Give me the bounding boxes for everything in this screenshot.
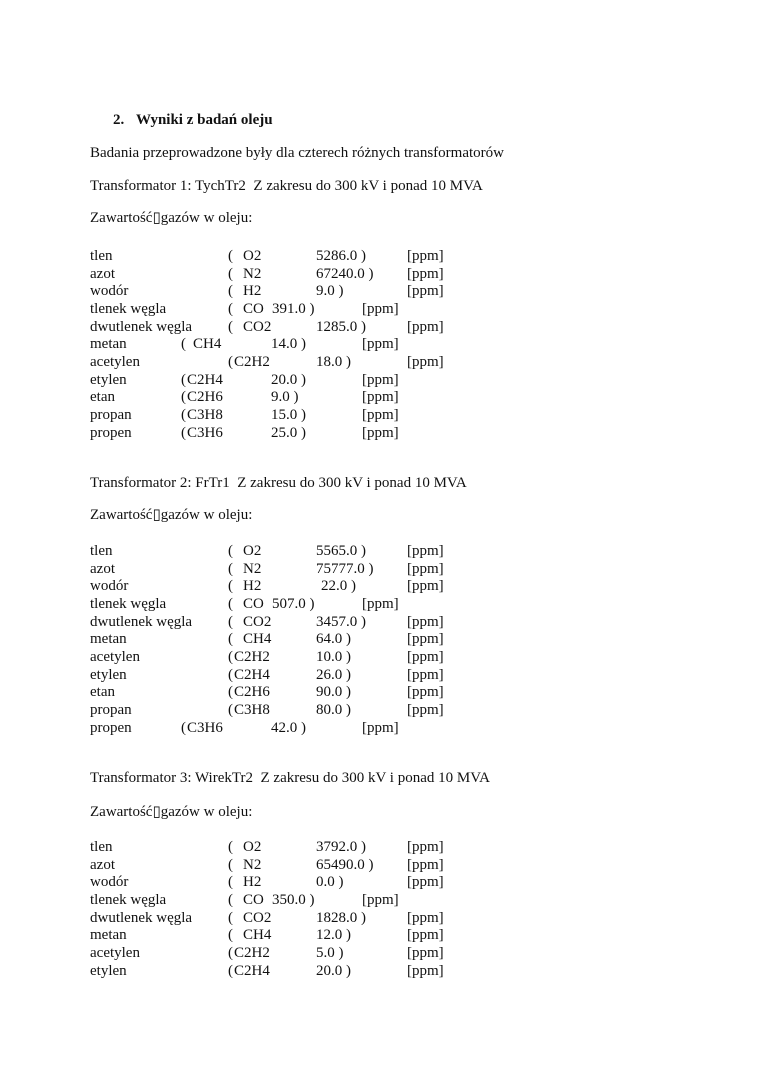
gas-formula: N2 [243, 265, 262, 282]
gas-name: metan [90, 336, 127, 353]
open-paren: ( [228, 962, 233, 979]
gas-unit: [ppm] [362, 424, 399, 441]
gas-value: 5565.0 ) [316, 543, 366, 559]
gas-unit: [ppm] [407, 701, 444, 718]
gas-unit: [ppm] [362, 389, 399, 406]
gas-unit: [ppm] [362, 595, 399, 612]
gas-name: tlen [90, 248, 113, 264]
gas-unit: [ppm] [407, 265, 444, 282]
gas-name: tlenek węgla [90, 891, 167, 908]
open-paren: ( [228, 684, 233, 701]
open-paren: ( [228, 578, 233, 595]
gas-value: 75777.0 ) [316, 560, 374, 577]
gas-value: 1285.0 ) [316, 318, 366, 335]
gas-name: tlen [90, 543, 113, 559]
gas-value: 22.0 ) [321, 578, 356, 595]
open-paren: ( [228, 300, 233, 317]
gas-name: propen [90, 719, 132, 736]
gas-unit: [ppm] [407, 648, 444, 665]
gas-name: tlen [90, 839, 113, 855]
open-paren: ( [228, 944, 233, 961]
open-paren: ( [228, 318, 233, 335]
gas-formula: O2 [243, 839, 262, 855]
gas-formula: O2 [243, 248, 262, 264]
transformer-3-subtitle: Zawartość▯gazów w oleju: [90, 804, 253, 820]
gas-name: propan [90, 701, 132, 718]
gas-formula: CO [243, 891, 264, 908]
gas-unit: [ppm] [407, 353, 444, 370]
gas-name: acetylen [90, 353, 140, 370]
gas-name: metan [90, 927, 127, 944]
gas-formula: C3H6 [187, 424, 223, 441]
gas-formula: CH4 [243, 927, 272, 944]
gas-value: 90.0 ) [316, 684, 351, 701]
open-paren: ( [228, 595, 233, 612]
gas-unit: [ppm] [362, 891, 399, 908]
gas-name: azot [90, 856, 115, 873]
open-paren: ( [228, 666, 233, 683]
section-number: 2. [113, 112, 125, 128]
gas-value: 42.0 ) [271, 719, 306, 736]
open-paren: ( [228, 701, 233, 718]
gas-formula: CO [243, 595, 264, 612]
gas-unit: [ppm] [407, 283, 444, 300]
gas-value: 15.0 ) [271, 406, 306, 423]
open-paren: ( [181, 371, 186, 388]
gas-value: 3457.0 ) [316, 613, 366, 630]
gas-value: 3792.0 ) [316, 839, 366, 855]
gas-formula: C2H4 [187, 371, 223, 388]
gas-value: 5286.0 ) [316, 248, 366, 264]
gas-value: 26.0 ) [316, 666, 351, 683]
gas-value: 9.0 ) [316, 283, 344, 300]
gas-name: propen [90, 424, 132, 441]
gas-value: 12.0 ) [316, 927, 351, 944]
transformer-1-title: Transformator 1: TychTr2 Z zakresu do 300 kV i ponad 10 MVA [90, 178, 483, 194]
gas-value: 64.0 ) [316, 631, 351, 648]
gas-value: 80.0 ) [316, 701, 351, 718]
gas-name: tlenek węgla [90, 595, 167, 612]
gas-formula: N2 [243, 560, 262, 577]
gas-name: wodór [90, 578, 129, 595]
open-paren: ( [228, 631, 233, 648]
gas-name: tlenek węgla [90, 300, 167, 317]
gas-unit: [ppm] [362, 300, 399, 317]
gas-name: etylen [90, 962, 127, 979]
transformer-2-subtitle: Zawartość▯gazów w oleju: [90, 507, 253, 523]
gas-unit: [ppm] [362, 406, 399, 423]
open-paren: ( [228, 248, 233, 264]
open-paren: ( [228, 543, 233, 559]
gas-value: 10.0 ) [316, 648, 351, 665]
open-paren: ( [228, 874, 233, 891]
gas-formula: C2H4 [234, 666, 270, 683]
gas-name: etylen [90, 666, 127, 683]
gas-value: 65490.0 ) [316, 856, 374, 873]
gas-unit: [ppm] [407, 560, 444, 577]
gas-formula: CH4 [243, 631, 272, 648]
gas-formula: H2 [243, 283, 262, 300]
gas-name: metan [90, 631, 127, 648]
gas-formula: CO [243, 300, 264, 317]
gas-name: dwutlenek węgla [90, 909, 193, 926]
open-paren: ( [181, 389, 186, 406]
gas-unit: [ppm] [407, 944, 444, 961]
transformer-2-title: Transformator 2: FrTr1 Z zakresu do 300 kV i ponad 10 MVA [90, 475, 467, 491]
gas-formula: N2 [243, 856, 262, 873]
open-paren: ( [181, 406, 186, 423]
gas-value: 5.0 ) [316, 944, 344, 961]
gas-value: 1828.0 ) [316, 909, 366, 926]
gas-name: etan [90, 684, 115, 701]
transformer-1-subtitle: Zawartość▯gazów w oleju: [90, 210, 253, 226]
gas-formula: C2H4 [234, 962, 270, 979]
gas-unit: [ppm] [407, 874, 444, 891]
gas-name: etylen [90, 371, 127, 388]
gas-unit: [ppm] [407, 684, 444, 701]
open-paren: ( [228, 560, 233, 577]
gas-formula: O2 [243, 543, 262, 559]
gas-formula: C2H6 [234, 684, 270, 701]
gas-formula: CO2 [243, 318, 272, 335]
gas-value: 391.0 ) [272, 300, 315, 317]
gas-value: 67240.0 ) [316, 265, 374, 282]
gas-name: azot [90, 560, 115, 577]
gas-formula: C3H6 [187, 719, 223, 736]
gas-value: 507.0 ) [272, 595, 315, 612]
open-paren: ( [228, 265, 233, 282]
gas-value: 18.0 ) [316, 353, 351, 370]
gas-unit: [ppm] [362, 719, 399, 736]
gas-formula: H2 [243, 874, 262, 891]
gas-unit: [ppm] [407, 248, 444, 264]
gas-unit: [ppm] [407, 962, 444, 979]
transformer-3-title: Transformator 3: WirekTr2 Z zakresu do 300 kV i ponad 10 MVA [90, 770, 490, 786]
gas-value: 20.0 ) [316, 962, 351, 979]
gas-unit: [ppm] [407, 578, 444, 595]
open-paren: ( [228, 909, 233, 926]
gas-formula: H2 [243, 578, 262, 595]
gas-name: acetylen [90, 648, 140, 665]
gas-formula: CO2 [243, 613, 272, 630]
gas-value: 20.0 ) [271, 371, 306, 388]
intro-text: Badania przeprowadzone były dla czterech różnych transformatorów [90, 145, 504, 161]
gas-unit: [ppm] [407, 318, 444, 335]
gas-unit: [ppm] [407, 839, 444, 855]
gas-name: wodór [90, 283, 129, 300]
gas-name: dwutlenek węgla [90, 613, 193, 630]
gas-unit: [ppm] [407, 543, 444, 559]
open-paren: ( [228, 891, 233, 908]
gas-formula: C3H8 [234, 701, 270, 718]
open-paren: ( [228, 353, 233, 370]
gas-value: 9.0 ) [271, 389, 299, 406]
open-paren: ( [181, 424, 186, 441]
open-paren: ( [228, 648, 233, 665]
open-paren: ( [228, 839, 233, 855]
gas-formula: C2H6 [187, 389, 223, 406]
open-paren: ( [228, 613, 233, 630]
gas-formula: C2H2 [234, 353, 270, 370]
gas-unit: [ppm] [407, 613, 444, 630]
gas-unit: [ppm] [407, 631, 444, 648]
gas-value: 25.0 ) [271, 424, 306, 441]
gas-name: dwutlenek węgla [90, 318, 193, 335]
gas-unit: [ppm] [362, 336, 399, 353]
open-paren: ( [228, 927, 233, 944]
gas-value: 350.0 ) [272, 891, 315, 908]
gas-formula: CH4 [193, 336, 222, 353]
section-title: Wyniki z badań oleju [136, 112, 273, 128]
open-paren: ( [181, 336, 186, 353]
gas-name: etan [90, 389, 115, 406]
gas-formula: CO2 [243, 909, 272, 926]
gas-unit: [ppm] [362, 371, 399, 388]
gas-unit: [ppm] [407, 927, 444, 944]
open-paren: ( [181, 719, 186, 736]
gas-formula: C3H8 [187, 406, 223, 423]
gas-name: acetylen [90, 944, 140, 961]
gas-name: propan [90, 406, 132, 423]
open-paren: ( [228, 856, 233, 873]
gas-name: azot [90, 265, 115, 282]
gas-unit: [ppm] [407, 909, 444, 926]
open-paren: ( [228, 283, 233, 300]
gas-unit: [ppm] [407, 666, 444, 683]
gas-name: wodór [90, 874, 129, 891]
gas-value: 14.0 ) [271, 336, 306, 353]
gas-formula: C2H2 [234, 648, 270, 665]
gas-formula: C2H2 [234, 944, 270, 961]
gas-unit: [ppm] [407, 856, 444, 873]
gas-value: 0.0 ) [316, 874, 344, 891]
